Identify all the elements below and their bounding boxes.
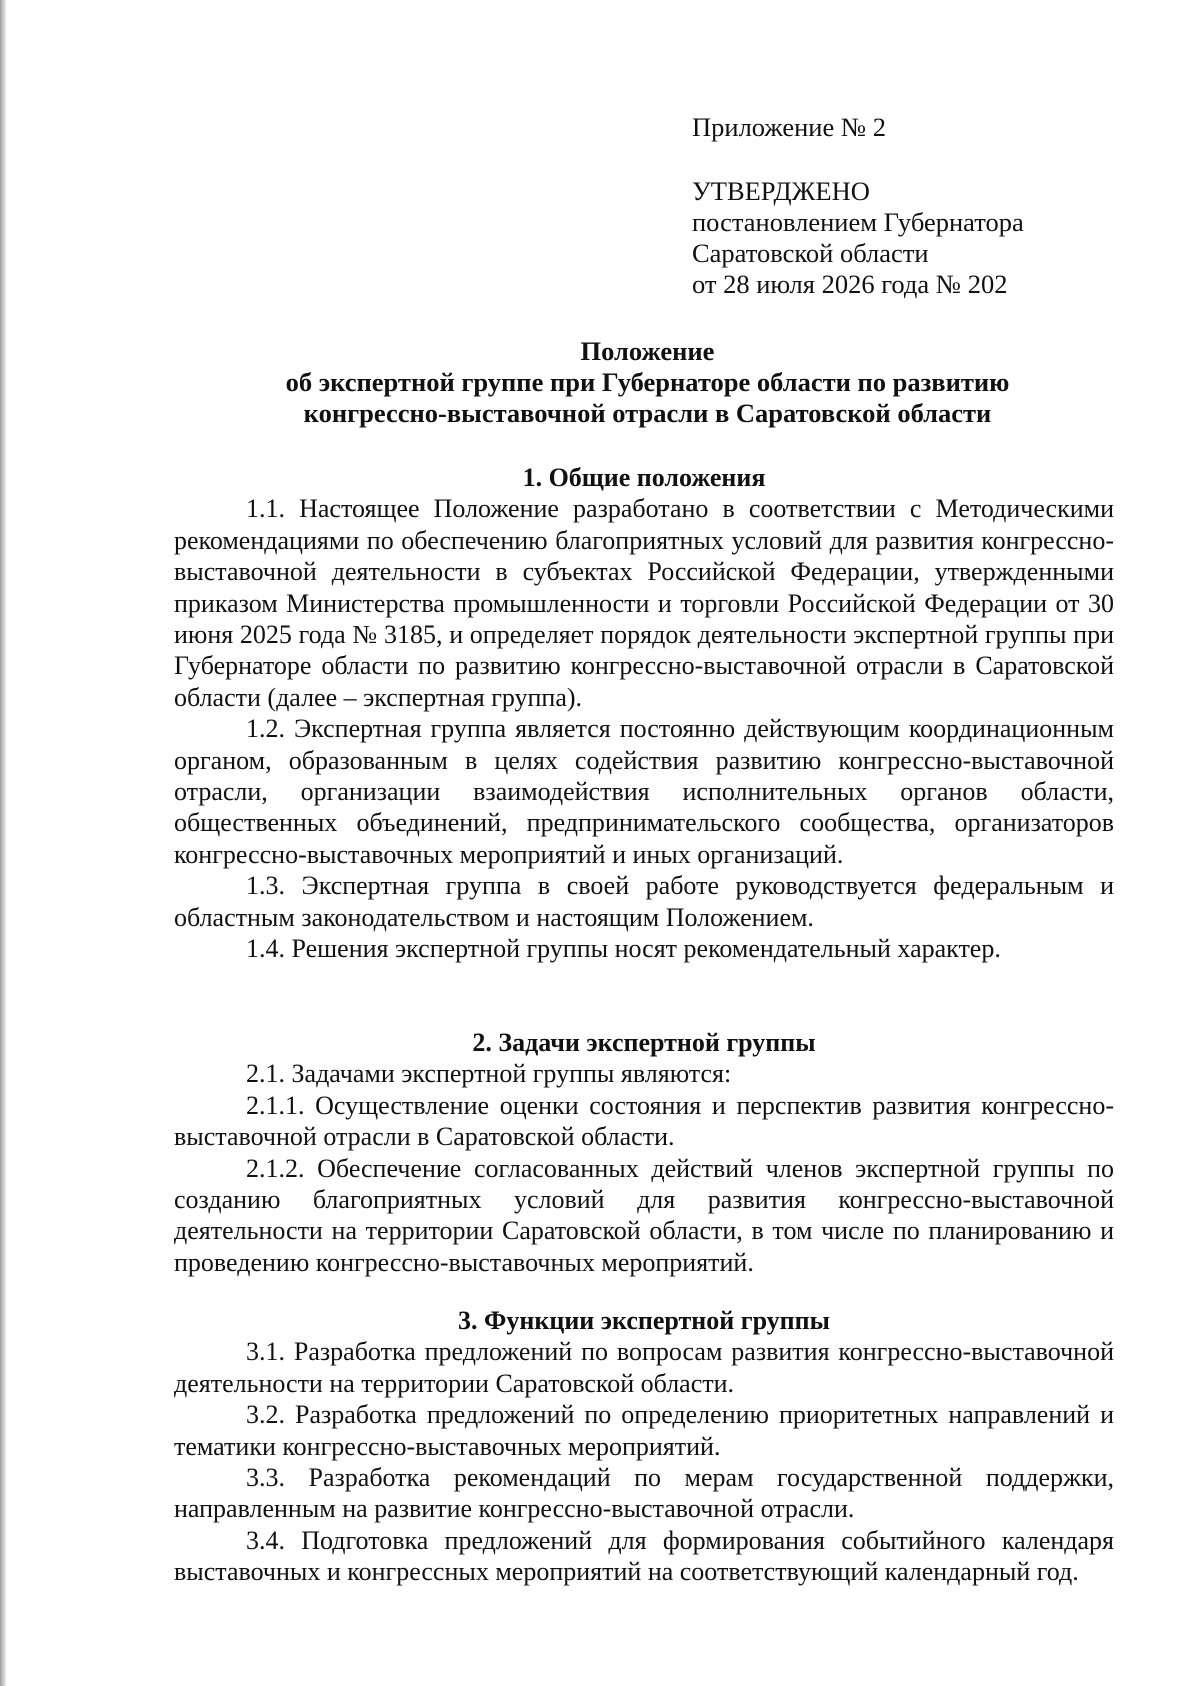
paragraph: 3.1. Разработка предложений по вопросам развития конгрессно-выставочной деятельности на территории Саратовской области. <box>174 1337 1114 1398</box>
section-general <box>174 462 1114 965</box>
title-line: Положение <box>580 336 715 366</box>
document-title <box>160 336 1135 429</box>
paragraph: 2.1. Задачами экспертной группы являются: <box>246 1059 732 1089</box>
approval-line: Саратовской области <box>692 238 929 268</box>
paragraph: 3.4. Подготовка предложений для формирования событийного календаря выставочных и конгрессных мероприятий на соответствующий календарный год. <box>174 1525 1114 1587</box>
title-line: об экспертной группе при Губернаторе области по развитию <box>285 367 1010 397</box>
annex-number: Приложение № 2 <box>692 112 887 142</box>
approval-stamp: УТВЕРДЖЕНО <box>692 176 870 206</box>
paragraph: 1.3. Экспертная группа в своей работе руководствуется федеральным и областным законодательством и настоящим Положением. <box>174 871 1114 932</box>
paragraph: 1.1. Настоящее Положение разработано в соответствии с Методическими рекомендациями по обеспечению благоприятных условий для развития конгрессно-выставочной деятельности в субъектах Российской Федерации, утвержденными приказом Министерства промышленности и торговли Российской Федерации от 30 июня 2025 года № 3185, и определяет порядок деятельности экспертной группы при Губернаторе области по развитию конгрессно-выставочной отрасли в Саратовской области (далее – экспертная группа). <box>174 494 1114 712</box>
section-tasks <box>174 1027 1114 1278</box>
approval-line: постановлением Губернатора <box>692 207 1024 237</box>
paragraph: 3.2. Разработка предложений по определению приоритетных направлений и тематики конгрессно-выставочных мероприятий. <box>174 1400 1114 1461</box>
section-heading: 1. Общие положения <box>522 463 766 492</box>
section-heading: 2. Задачи экспертной группы <box>472 1028 816 1057</box>
paragraph: 1.2. Экспертная группа является постоянно действующим координационным органом, образованным в целях содействия развитию конгрессно-выставочной отрасли, организации взаимодействия исполнительных органов области, общественных объединений, предпринимательского сообщества, организаторов конгрессно-выставочных мероприятий и иных организаций. <box>174 714 1114 869</box>
section-heading: 3. Функции экспертной группы <box>458 1306 830 1335</box>
paragraph: 2.1.2. Обеспечение согласованных действий членов экспертной группы по созданию благоприятных условий для развития конгрессно-выставочной деятельности на территории Саратовской области, в том числе по планированию и проведению конгрессно-выставочных мероприятий. <box>174 1153 1114 1277</box>
approval-date: от 28 июля 2026 года № 202 <box>692 269 1008 299</box>
paragraph: 3.3. Разработка рекомендаций по мерам государственной поддержки, направленным на развитие конгрессно-выставочной отрасли. <box>174 1463 1114 1524</box>
title-line: конгрессно-выставочной отрасли в Саратовской области <box>303 398 992 428</box>
paragraph: 2.1.1. Осуществление оценки состояния и перспектив развития конгрессно-выставочной отрасли в Саратовской области. <box>174 1090 1114 1152</box>
section-functions <box>174 1305 1114 1588</box>
approval-block <box>692 112 1152 300</box>
paragraph: 1.4. Решения экспертной группы носят рекомендательный характер. <box>246 934 1001 964</box>
